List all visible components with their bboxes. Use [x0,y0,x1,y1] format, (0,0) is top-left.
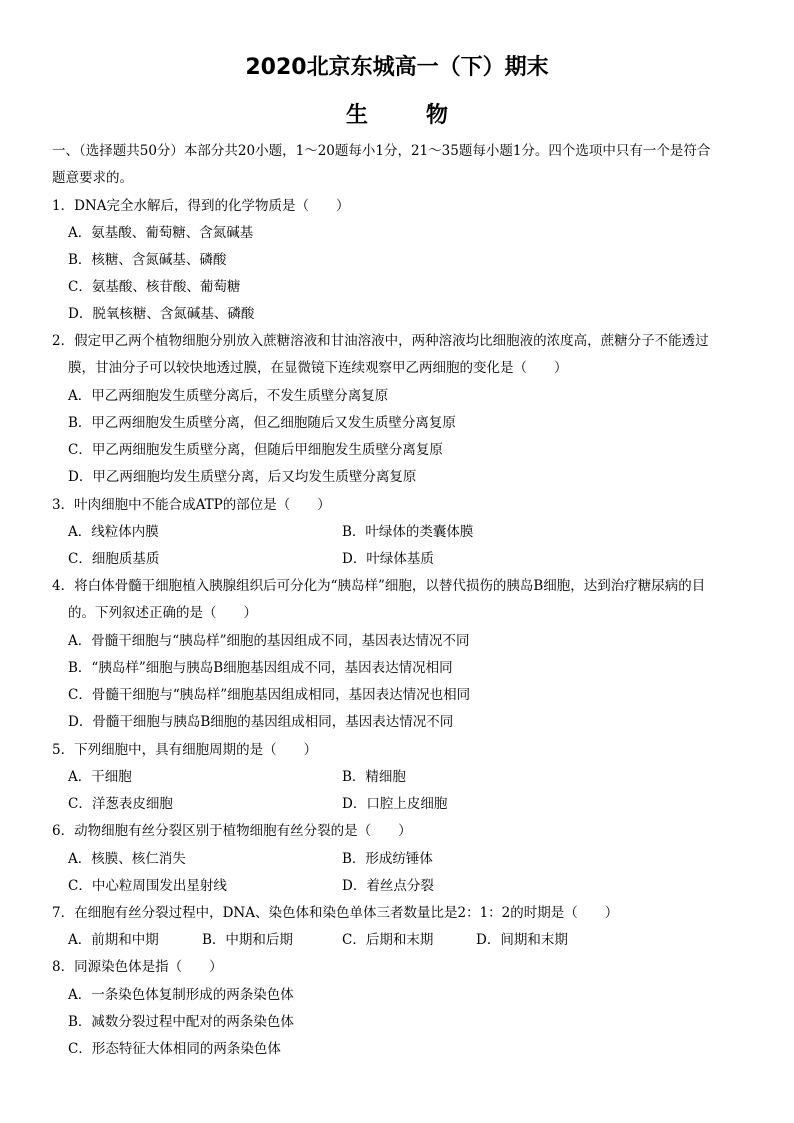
question-3-stem: 3．叶肉细胞中不能合成ATP的部位是（ ） [52,497,331,513]
question-8-option-b: B．减数分裂过程中配对的两条染色体 [68,1014,294,1030]
question-5-stem: 5．下列细胞中，具有细胞周期的是（ ） [52,742,318,758]
question-3-option-a: A．线粒体内膜 [68,524,159,540]
question-1-option-b: B．核糖、含氮碱基、磷酸 [68,252,227,268]
question-5-option-c: C．洋葱表皮细胞 [68,796,173,812]
question-4-option-c: C．骨髓干细胞与“胰岛样”细胞基因组成相同，基因表达情况也相同 [68,687,471,703]
question-7-stem: 7．在细胞有丝分裂过程中，DNA、染色体和染色单体三者数量比是2：1：2的时期是（ ） [52,905,619,921]
question-2-option-b: B．甲乙两细胞发生质壁分离，但乙细胞随后又发生质壁分离复原 [68,415,456,431]
question-5-option-b: B．精细胞 [342,769,406,785]
question-2-option-c: C．甲乙两细胞发生质壁分离，但随后甲细胞发生质壁分离复原 [68,442,443,458]
question-4-option-b: B．“胰岛样”细胞与胰岛B细胞基因组成不同，基因表达情况相同 [68,660,453,676]
question-8-option-c: C．形态特征大体相同的两条染色体 [68,1041,281,1057]
question-2-option-d: D．甲乙两细胞均发生质壁分离，后又均发生质壁分离复原 [68,469,417,485]
question-8-stem: 8．同源染色体是指（ ） [52,959,223,975]
question-6-option-a: A．核膜、核仁消失 [68,851,186,867]
question-4-option-a: A．骨髓干细胞与“胰岛样”细胞的基因组成不同，基因表达情况不同 [68,633,470,649]
question-7-option-c: C．后期和末期 [342,932,434,948]
question-4-stem-line2: 的。下列叙述正确的是（ ） [68,605,257,621]
question-3-option-c: C．细胞质基质 [68,551,160,567]
question-1-option-a: A．氨基酸、葡萄糖、含氮碱基 [68,225,254,241]
question-2-stem-line2: 膜，甘油分子可以较快地透过膜，在显微镜下连续观察甲乙两细胞的变化是（ ） [68,360,568,376]
question-6-option-d: D．着丝点分裂 [342,878,434,894]
section-instructions-line2: 题意要求的。 [52,170,133,186]
question-5-option-d: D．口腔上皮细胞 [342,796,448,812]
subject-char-1: 生 [345,103,368,128]
question-5-option-a: A．干细胞 [68,769,132,785]
question-2-option-a: A．甲乙两细胞发生质壁分离后，不发生质壁分离复原 [68,388,389,404]
question-1-option-c: C．氨基酸、核苷酸、葡萄糖 [68,279,241,295]
question-3-option-d: D．叶绿体基质 [342,551,434,567]
question-7-option-a: A．前期和中期 [68,932,159,948]
question-6-option-b: B．形成纺锤体 [342,851,433,867]
question-7-option-d: D．间期和末期 [476,932,568,948]
question-4-option-d: D．骨髓干细胞与胰岛B细胞的基因组成相同，基因表达情况不同 [68,714,454,730]
question-7-option-b: B．中期和后期 [202,932,293,948]
page-title: 2020北京东城高一（下）期末 [245,55,549,80]
subject-char-2: 物 [426,103,449,128]
subject-heading [0,98,794,129]
question-3-option-b: B．叶绿体的类囊体膜 [342,524,474,540]
question-2-stem-line1: 2．假定甲乙两个植物细胞分别放入蔗糖溶液和甘油溶液中，两种溶液均比细胞液的浓度高，蔗糖分子不能透过 [52,333,709,349]
question-6-stem: 6．动物细胞有丝分裂区别于植物细胞有丝分裂的是（ ） [52,823,412,839]
question-1-stem: 1．DNA完全水解后，得到的化学物质是（ ） [52,198,350,214]
section-instructions-line1: 一、（选择题共50分）本部分共20小题，1～20题每小1分，21～35题每小题1分。四个选项中只有一个是符合 [52,143,711,159]
question-4-stem-line1: 4．将白体骨髓干细胞植入胰腺组织后可分化为“胰岛样”细胞，以替代损伤的胰岛B细胞，达到治疗糖尿病的目 [52,578,706,594]
question-1-option-d: D．脱氧核糖、含氮碱基、磷酸 [68,306,255,322]
question-8-option-a: A．一条染色体复制形成的两条染色体 [68,987,294,1003]
question-6-option-c: C．中心粒周围发出星射线 [68,878,227,894]
